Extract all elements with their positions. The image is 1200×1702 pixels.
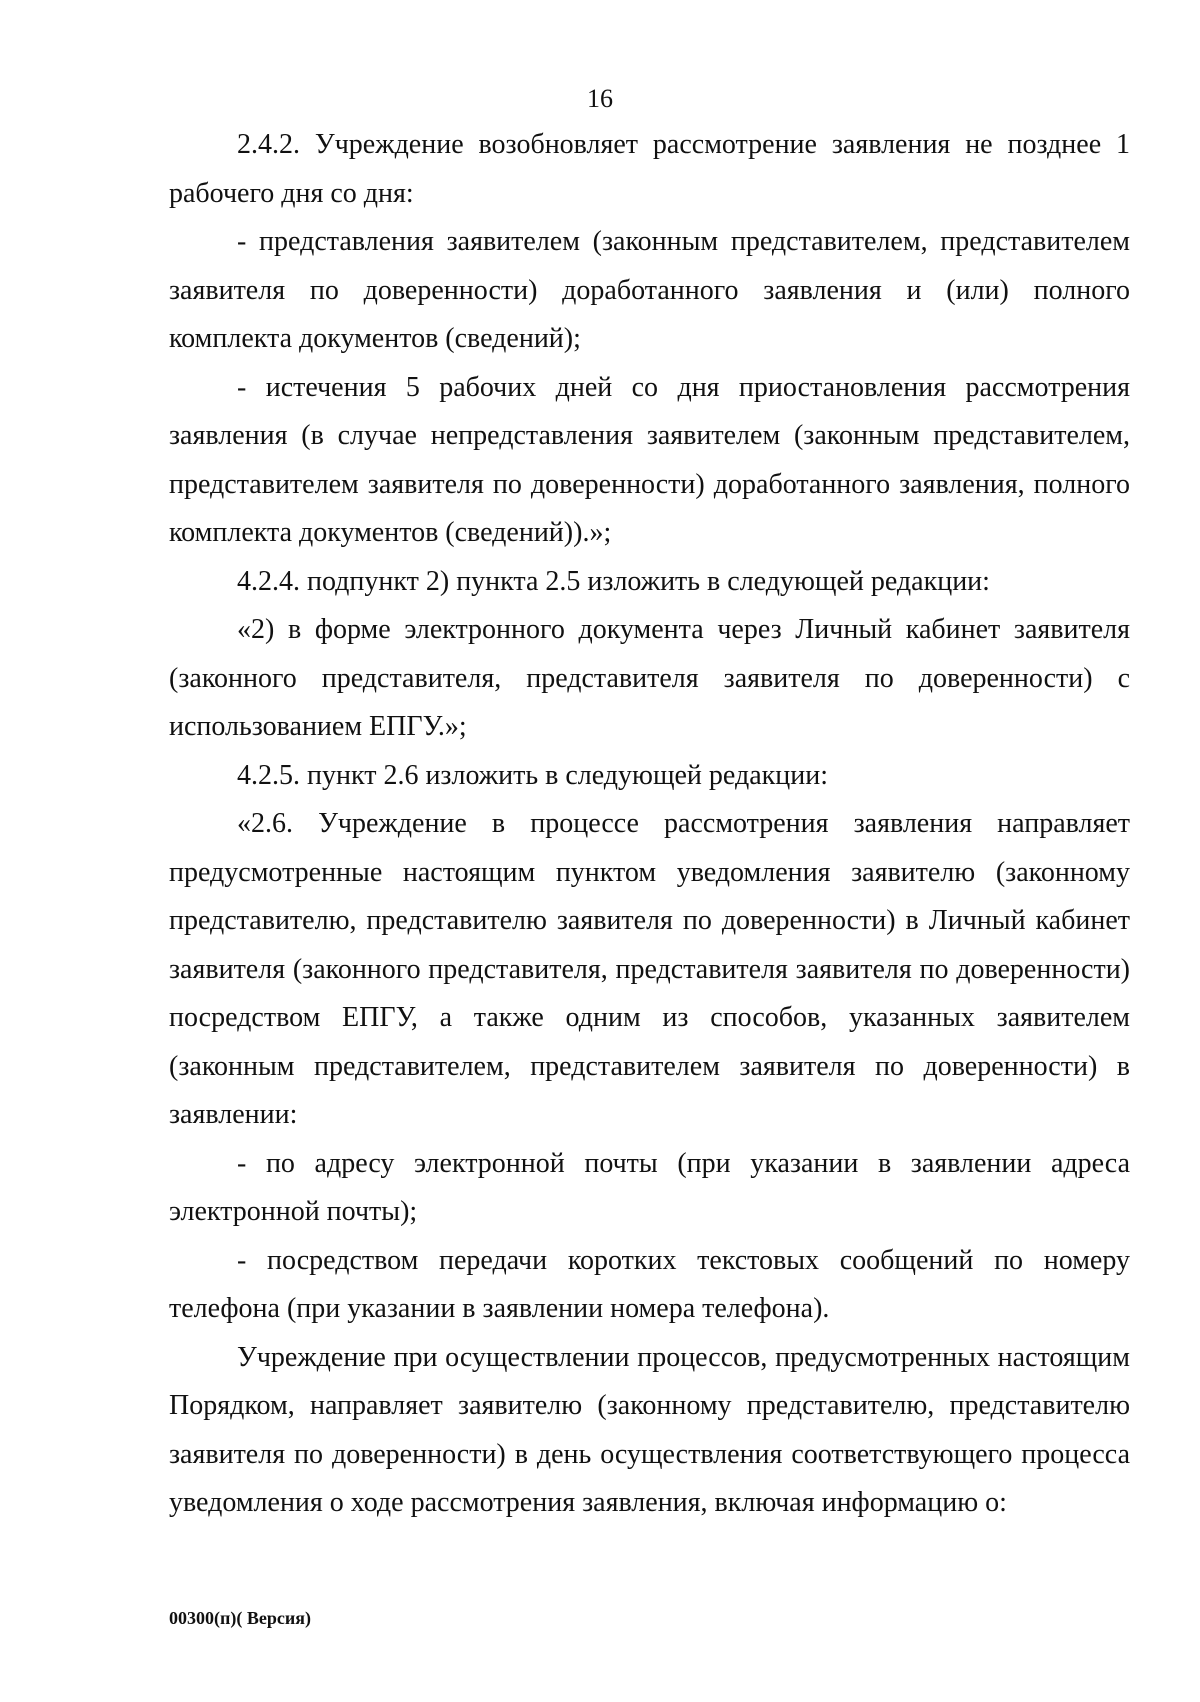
quote-subitem-2: «2) в форме электронного документа через Личный кабинет заявителя (законного представителя, представителя заявителя по доверенности) с использованием ЕПГУ.»;: [169, 614, 1130, 742]
list-item-email: - по адресу электронной почты (при указании в заявлении адреса электронной почты);: [169, 1147, 1130, 1227]
list-item-dorabotka: - представления заявителем (законным представителем, представителем заявителя по доверенности) доработанного заявления и (или) полного комплекта документов (сведений);: [169, 226, 1130, 354]
list-item-sms: - посредством передачи коротких текстовых сообщений по номеру телефона (при указании в заявлении номера телефона).: [169, 1244, 1130, 1324]
document-body: [169, 121, 1130, 1528]
paragraph-4-2-5: 4.2.5. пункт 2.6 изложить в следующей редакции:: [237, 759, 828, 791]
paragraph-2-4-2: 2.4.2. Учреждение возобновляет рассмотрение заявления не позднее 1 рабочего дня со дня:: [169, 129, 1130, 209]
document-footer-code: 00300(п)( Версия): [169, 1608, 311, 1628]
list-item-istechenie: - истечения 5 рабочих дней со дня приостановления рассмотрения заявления (в случае непредставления заявителем (законным представителем, представителем заявителя по доверенности) доработанного заявления, полного комплекта документов (сведений)).»;: [169, 371, 1130, 548]
paragraph-4-2-4: 4.2.4. подпункт 2) пункта 2.5 изложить в следующей редакции:: [237, 565, 990, 597]
paragraph-notifications: Учреждение при осуществлении процессов, предусмотренных настоящим Порядком, направляет заявителю (законному представителю, представителю заявителя по доверенности) в день осуществления соответствующего процесса уведомления о ходе рассмотрения заявления, включая информацию о:: [169, 1341, 1130, 1518]
page-number: 16: [587, 84, 613, 113]
quote-item-2-6: «2.6. Учреждение в процессе рассмотрения заявления направляет предусмотренные настоящим пунктом уведомления заявителю (законному представителю, представителю заявителя по доверенности) в Личный кабинет заявителя (законного представителя, представителя заявителя по доверенности) посредством ЕПГУ, а также одним из способов, указанных заявителем (законным представителем, представителем заявителя по доверенности) в заявлении:: [169, 808, 1130, 1130]
